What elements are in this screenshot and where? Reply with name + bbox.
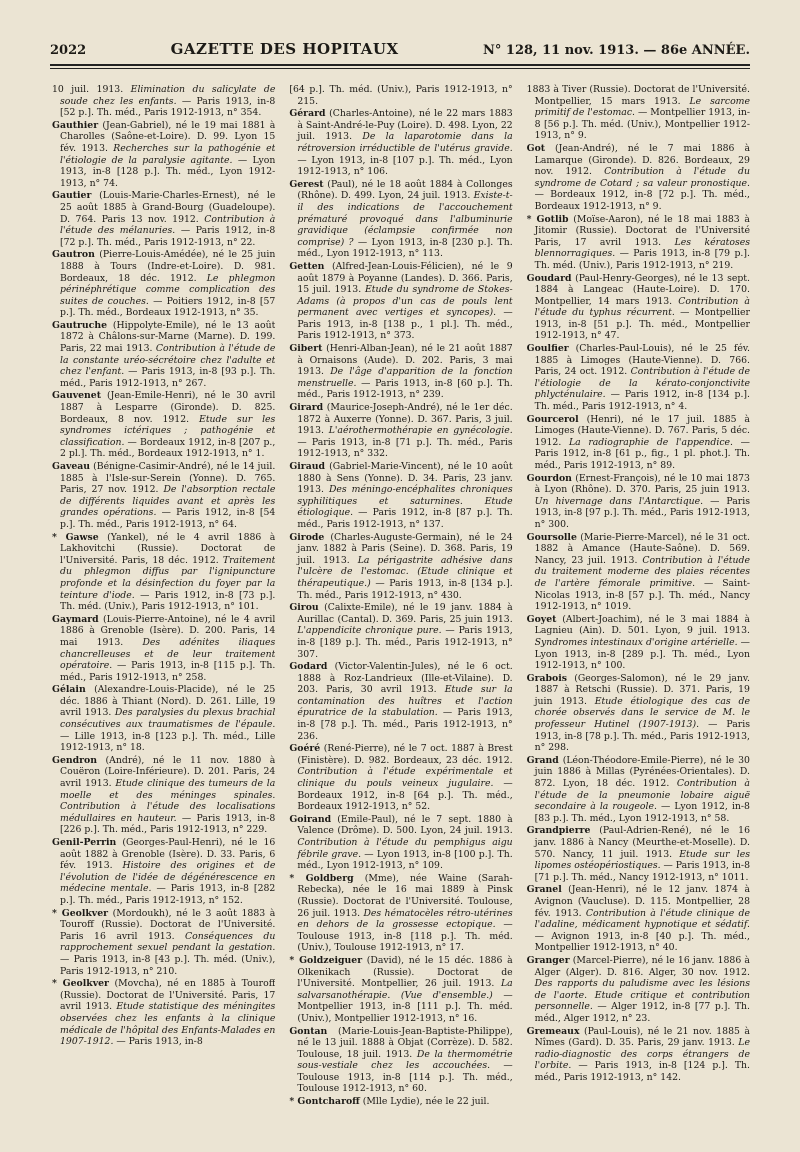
publication-info: — Paris 1913, in-8 [60 p.]. Th. méd., Paris 1912-1913, n° 239. bbox=[297, 377, 513, 401]
publication-info: — Paris 1913, in-8 [71 p.]. Th. méd., Nancy 1912-1913, n° 1011. bbox=[534, 860, 750, 883]
author-name: * Gontcharoff bbox=[289, 1096, 360, 1108]
thesis-title: La périgastrite adhésive dans l'ulcère de l'estomac. (Etude clinique et thérapeutique.) bbox=[297, 554, 513, 589]
thesis-entry bbox=[289, 602, 512, 660]
entry-details: (Louis-Pierre-Antoine), né le 4 avril 1886 à Grenoble (Isère). D. 200. Paris, 14 mai 1913. bbox=[60, 613, 276, 648]
publication-info: — Lyon 1913, in-8 [107 p.]. Th. méd., Lyon 1912-1913, n° 106. bbox=[297, 154, 513, 178]
entry-details: [64 p.]. Th. méd. (Univ.), Paris 1912-1913, n° 215. bbox=[289, 84, 513, 107]
publication-info: — Paris 1913, in-8 [43 p.]. Th. méd. (Univ.), Paris 1912-1913, n° 210. bbox=[60, 953, 276, 977]
thesis-title: La radiographie de l'appendice. bbox=[568, 436, 734, 448]
entry-details: (David), né le 15 déc. 1886 à Olkenikach (Russie). Doctorat de l'Université. Montpellier, 26 juil. 1913. bbox=[297, 954, 513, 990]
author-name: Gautier bbox=[52, 190, 92, 202]
thesis-title: Contribution à l'étude expérimentale et clinique du pouls veineux jugulaire. bbox=[297, 766, 513, 790]
publication-info: — Montpellier 1913, in-8 [56 p.]. Th. méd. (Univ.), Montpellier 1912-1913, n° 9. bbox=[534, 107, 750, 142]
thesis-title: Contribution à l'étude clinique de l'adaline, médicament hypnotique et sédatif. bbox=[534, 907, 750, 931]
entry-details: (Léon-Théodore-Emile-Pierre), né le 30 juin 1886 à Millas (Pyrénées-Orientales). D. 872. Lyon, 18 déc. 1912. bbox=[534, 754, 750, 790]
entry-details: (Jean-Emile-Henri), né le 30 avril 1887 à Lesparre (Gironde). D. 825. Bordeaux, 8 nov. 1912. bbox=[60, 390, 276, 425]
author-name: Gauvenet bbox=[52, 390, 102, 402]
thesis-title: Contribution à l'étude de la pneumonie lobaire aiguë secondaire à la rougeole. bbox=[534, 778, 750, 813]
publication-info: — Paris 1912, in-8 [73 p.]. Th. méd. (Univ.), Paris 1912-1913, n° 101. bbox=[60, 589, 276, 613]
publication-info: — Paris 1912, in-8 [54 p.]. Th. méd., Paris 1912-1913, n° 64. bbox=[60, 507, 276, 530]
author-name: Grand bbox=[526, 754, 559, 766]
thesis-title: L'appendicite chronique pure. bbox=[297, 625, 442, 637]
thesis-title: Etude statistique des méningites observées chez les enfants à la clinique médicale de l'hôpital des Enfants-Malades en 1907-1912. bbox=[60, 1001, 276, 1048]
author-name: Gontan bbox=[289, 1025, 328, 1037]
entry-details: (Paul-Henry-Georges), né le 13 sept. 1884 à Langeac (Haute-Loire). D. 170. Montpellier, 14 mars 1913. bbox=[534, 272, 750, 307]
entry-details: (Jean-Henri), né le 12 janv. 1874 à Avignon (Vaucluse). D. 115. Montpellier, 28 fév. 1913. bbox=[534, 884, 750, 919]
thesis-entry bbox=[527, 273, 750, 343]
thesis-entry bbox=[52, 908, 275, 978]
thesis-entry bbox=[289, 84, 512, 107]
thesis-entry bbox=[289, 955, 512, 1025]
publication-info: — Lyon 1913, in-8 [100 p.]. Th. méd., Lyon 1912-1913, n° 109. bbox=[297, 848, 513, 872]
thesis-entry bbox=[52, 190, 275, 248]
publication-info: — Montpellier 1913, in-8 [51 p.]. Th. méd., Montpellier 1912-1913, n° 47. bbox=[534, 307, 750, 342]
thesis-title: Des paralysies du plexus brachial consécutives aux traumatismes de l'épaule. bbox=[60, 707, 276, 731]
thesis-entry bbox=[52, 755, 275, 836]
publication-info: — Paris 1913, in-8 [93 p.]. Th. méd., Paris 1912-1913, n° 267. bbox=[60, 366, 276, 389]
publication-info: — Montpellier 1913, in-8 [111 p.]. Th. méd. (Univ.), Montpellier 1912-1913, n° 16. bbox=[297, 989, 513, 1024]
publication-info: — Avignon 1913, in-8 [40 p.]. Th. méd., Montpellier 1912-1913, n° 40. bbox=[534, 930, 750, 954]
running-header bbox=[50, 40, 750, 62]
author-name: Gauthier bbox=[52, 119, 99, 131]
publication-info: — Paris 1913, in-8 [124 p.]. Th. méd., Paris 1912-1913, n° 142. bbox=[534, 1060, 750, 1083]
thesis-title: Histoire des origines et de l'évolution de l'idée de dégénérescence en médecine mentale. bbox=[60, 860, 276, 895]
thesis-title: Contribution à l'étude de l'étiologie de la kérato-conjonctivite phlycténulaire. bbox=[534, 366, 750, 401]
author-name: * Gawse bbox=[52, 531, 99, 543]
thesis-entry bbox=[52, 249, 275, 319]
thesis-title: Contribution à l'étude du traitement moderne des plaies récentes de l'artère fémorale primitive. bbox=[534, 554, 750, 589]
thesis-entry bbox=[527, 532, 750, 613]
author-name: * Geolkver bbox=[52, 907, 109, 919]
thesis-title: Traitement du phlegmon diffus par l'ignipuncture profonde et la désinfection du foyer par la teinture d'iode. bbox=[60, 554, 276, 601]
thesis-title: Les kératoses blennorragiques. bbox=[534, 236, 750, 260]
entry-details: (Calixte-Emile), né le 19 janv. 1884 à Aurillac (Cantal). D. 369. Paris, 25 juin 1913. bbox=[297, 602, 513, 625]
thesis-entry bbox=[527, 755, 750, 825]
thesis-entry bbox=[527, 673, 750, 754]
publication-info: — Paris 1912, in-8 [61 p., fig., 1 pl. phot.]. Th. méd., Paris 1912-1913, n° 89. bbox=[534, 436, 750, 471]
publication-info: — Lyon 1912, in-8 [83 p.]. Th. méd., Lyon 1912-1913, n° 58. bbox=[534, 801, 750, 824]
thesis-entry bbox=[289, 661, 512, 742]
publication-info: — Paris 1913, in-8 [226 p.]. Th. méd., Paris 1912-1913, n° 229. bbox=[60, 812, 276, 836]
publication-info: — Toulouse 1913, in-8 [118 p.]. Th. méd. (Univ.), Toulouse 1912-1913, n° 17. bbox=[297, 919, 513, 954]
thesis-title: Le sarcome primitif de l'estomac. bbox=[534, 95, 750, 119]
thesis-title: Elimination du salicylate de soude chez les enfants. bbox=[60, 84, 276, 107]
thesis-entry bbox=[289, 108, 512, 178]
thesis-title: Des hématocèles rétro-utérines en dehors de la grossesse ectopique. bbox=[297, 907, 513, 931]
author-name: Got bbox=[526, 142, 546, 154]
entry-details: (Georges-Salomon), né le 29 janv. 1887 à Retschi (Russie). D. 371. Paris, 19 juin 1913. bbox=[534, 672, 750, 707]
thesis-entry bbox=[527, 473, 750, 531]
thesis-entry bbox=[527, 214, 750, 272]
thesis-entry bbox=[527, 884, 750, 954]
author-name: Gautron bbox=[52, 249, 95, 261]
entry-details: (Gabriel-Marie-Vincent), né le 10 août 1880 à Sens (Yonne). D. 34. Paris, 23 janv. 1913. bbox=[297, 461, 513, 496]
author-name: Goulfier bbox=[526, 343, 569, 355]
thesis-title: Des adénites iliaques chancrelleuses et de leur traitement opératoire. bbox=[60, 636, 276, 672]
publication-info: — Lyon 1913, in-8 [289 p.]. Th. méd., Lyon 1912-1913, n° 100. bbox=[534, 636, 750, 672]
thesis-title: Des méningo-encéphalites chroniques syphilitiques et saturnines. Etude étiologique. bbox=[297, 484, 513, 519]
entry-details: (Marcel-Pierre), né le 16 janv. 1886 à Alger (Alger). D. 816. Alger, 30 nov. 1912. bbox=[534, 954, 750, 978]
issue-info: N° 128, 11 nov. 1913. — 86e ANNÉE. bbox=[483, 43, 750, 58]
entry-details: (Paul), né le 18 août 1884 à Collonges (Rhône). D. 499. Lyon, 24 juil. 1913. bbox=[297, 178, 513, 202]
publication-info: — Paris 1913, in-8 [78 p.]. Th. méd., Paris 1912-1913, n° 298. bbox=[534, 719, 750, 754]
thesis-entry bbox=[52, 532, 275, 613]
thesis-entry bbox=[289, 402, 512, 460]
thesis-title: Contribution à l'étude du pemphigus aigu fébrile grave. bbox=[297, 837, 513, 860]
thesis-title: L'aérothermothérapie en gynécologie. bbox=[328, 425, 513, 437]
thesis-entry bbox=[52, 84, 275, 119]
author-name: Girode bbox=[289, 531, 325, 543]
author-name: Gourdon bbox=[526, 472, 572, 484]
entry-details: (Bénigne-Casimir-André), né le 14 juil. 1885 à l'Isle-sur-Serein (Yonne). D. 765. Paris, 27 nov. 1912. bbox=[60, 461, 276, 496]
thesis-title: Contribution à l'étude des mélanuries. bbox=[60, 213, 276, 237]
author-name: Goyet bbox=[526, 613, 557, 625]
thesis-title: De l'absorption rectale de différents liquides avant et après les grandes opérations. bbox=[60, 484, 276, 519]
publication-info: — Lyon 1913, in-8 [230 p.]. Th. méd., Lyon 1912-1913, n° 113. bbox=[297, 236, 513, 260]
journal-title: GAZETTE DES HOPITAUX bbox=[170, 40, 399, 58]
publication-info: — Paris 1913, in-8 [71 p.]. Th. méd., Paris 1912-1913, n° 332. bbox=[297, 436, 513, 460]
entry-details: (Alfred-Jean-Louis-Félicien), né le 9 août 1879 à Poyanne (Landes). D. 366. Paris, 15 juil. 1913. bbox=[297, 260, 513, 296]
thesis-title: Syndromes intestinaux d'origine artérielle. bbox=[534, 636, 738, 648]
text-column-3 bbox=[527, 84, 750, 1124]
author-name: * Goldberg bbox=[289, 872, 354, 884]
author-name: Grabois bbox=[526, 672, 567, 684]
thesis-entry bbox=[52, 837, 275, 907]
thesis-entry bbox=[52, 614, 275, 684]
publication-info: — Paris 1913, in-8 [189 p.]. Th. méd., Paris 1912-1913, n° 307. bbox=[297, 625, 513, 660]
author-name: Gautruche bbox=[52, 319, 108, 331]
thesis-entry bbox=[289, 873, 512, 954]
publication-info: — Paris 1913, in-8 [282 p.]. Th. méd., Paris 1912-1913, n° 152. bbox=[60, 883, 276, 906]
publication-info: — Bordeaux 1912, in-8 [64 p.]. Th. méd., Bordeaux 1912-1913, n° 52. bbox=[297, 778, 513, 813]
entry-details: (Maurice-Joseph-André), né le 1er déc. 1872 à Auxerre (Yonne). D. 367. Paris, 3 juil. 1913. bbox=[297, 402, 513, 437]
entry-details: (Marie-Pierre-Marcel), né le 31 oct. 1882 à Amance (Haute-Saône). D. 569. Nancy, 23 juil. 1913. bbox=[534, 531, 750, 566]
thesis-entry bbox=[527, 1026, 750, 1084]
thesis-entry bbox=[289, 261, 512, 342]
entry-details: (Jean-André), né le 7 mai 1886 à Lamarque (Gironde). D. 826. Bordeaux, 29 nov. 1912. bbox=[534, 142, 750, 178]
publication-info: — Paris 1913, in-8 [52 p.]. Th. méd., Paris 1912-1913, n° 354. bbox=[60, 95, 276, 119]
thesis-title: De la thermométrie sous-vestiale chez les accouchées. bbox=[297, 1048, 513, 1072]
entry-details: 10 juil. 1913. bbox=[52, 84, 131, 95]
thesis-title: Etude sur la contamination des huîtres et l'action épuratrice de la stabulation. bbox=[297, 684, 513, 719]
thesis-title: De l'âge d'apparition de la fonction menstruelle. bbox=[297, 366, 513, 389]
entry-details: (André), né le 11 nov. 1880 à Couëron (Loire-Inférieure). D. 201. Paris, 24 avril 1913. bbox=[60, 754, 276, 790]
author-name: Girard bbox=[289, 402, 324, 414]
text-column-1 bbox=[52, 84, 275, 1124]
author-name: Goudard bbox=[526, 272, 572, 284]
thesis-title: Recherches sur la pathogénie et l'étiologie de la paralysie agitante. bbox=[60, 142, 276, 166]
thesis-title: Contribution à l'étude de la constante uréo-sécrétoire chez l'adulte et chez l'enfant. bbox=[60, 343, 276, 378]
publication-info: — Lyon 1913, in-8 [128 p.]. Th. méd., Lyon 1912-1913, n° 74. bbox=[60, 154, 276, 189]
entry-details: (Charles-Paul-Louis), né le 25 fév. 1885 à Limoges (Haute-Vienne). D. 766. Paris, 24 oct. 1912. bbox=[534, 343, 750, 378]
entry-details: 1883 à Tiver (Russie). Doctorat de l'Université. Montpellier, 15 mars 1913. bbox=[526, 84, 750, 107]
entry-details: (Mordoukh), né le 3 août 1883 à Touroff (Russie). Doctorat de l'Université. Paris 16 avril 1913. bbox=[60, 907, 276, 942]
thesis-entry bbox=[289, 179, 512, 260]
thesis-title: Etude sur les lipomes ostéopériostiques. bbox=[534, 848, 750, 872]
publication-info: — Paris 1912, in-8 [87 p.]. Th. méd., Paris 1912-1913, n° 137. bbox=[297, 507, 513, 530]
entry-details: (Jean-Gabriel), né le 19 mai 1881 à Charolles (Saône-et-Loire). D. 99. Lyon 15 fév. 1913. bbox=[60, 119, 276, 154]
thesis-entry bbox=[289, 461, 512, 531]
thesis-entry bbox=[52, 684, 275, 754]
thesis-listing bbox=[52, 84, 750, 1124]
author-name: Godard bbox=[289, 661, 328, 673]
entry-details: (Louis-Marie-Charles-Ernest), né le 25 août 1885 à Grand-Bourg (Guadeloupe). D. 764. Paris 13 nov. 1912. bbox=[60, 190, 276, 225]
header-rule-thin bbox=[50, 68, 750, 69]
author-name: Giraud bbox=[289, 461, 325, 472]
publication-info: — Lille 1913, in-8 [123 p.]. Th. méd., Lille 1912-1913, n° 18. bbox=[60, 730, 276, 754]
thesis-entry bbox=[289, 1026, 512, 1096]
thesis-title: Etude du syndrome de Stokes-Adams (à propos d'un cas de pouls lent permanent avec vertiges et syncopes). bbox=[297, 284, 513, 319]
entry-details: (René-Pierre), né le 7 oct. 1887 à Brest (Finistère). D. 982. Bordeaux, 23 déc. 1912. bbox=[297, 743, 513, 766]
entry-details: (Mme), née Waine (Sarah-Rebecka), née le 16 mai 1889 à Pinsk (Russie). Doctorat de l'Université. Toulouse, 26 juil. 1913. bbox=[297, 872, 513, 919]
author-name: Gremeaux bbox=[526, 1025, 580, 1037]
entry-details: (Emile-Paul), né le 7 sept. 1880 à Valence (Drôme). D. 500. Lyon, 24 juil. 1913. bbox=[297, 813, 513, 837]
thesis-entry bbox=[52, 320, 275, 390]
thesis-entry bbox=[527, 825, 750, 883]
thesis-entry bbox=[289, 343, 512, 401]
thesis-title: Le phlegmon périnéphrétique comme complication des suites de couches. bbox=[60, 272, 276, 307]
publication-info: — Toulouse 1913, in-8 [114 p.]. Th. méd., Toulouse 1912-1913, n° 60. bbox=[297, 1060, 513, 1095]
author-name: * Geolkver bbox=[52, 978, 109, 990]
thesis-title: Contribution à l'étude du syndrome de Cotard ; sa valeur pronostique. bbox=[534, 166, 750, 189]
publication-info: — Alger 1912, in-8 [77 p.]. Th. méd., Alger 1912, n° 23. bbox=[534, 1001, 750, 1024]
author-name: * Gotlib bbox=[526, 213, 569, 225]
thesis-title: Contribution à l'étude du typhus récurrent. bbox=[534, 295, 750, 319]
author-name: Goirand bbox=[289, 813, 332, 825]
author-name: * Goldzeiguer bbox=[289, 954, 363, 966]
publication-info: — Bordeaux 1912, in-8 [207 p., 2 pl.]. Th. méd., Bordeaux 1912-1913, n° 1. bbox=[60, 436, 276, 460]
entry-details: (Henri-Alban-Jean), né le 21 août 1887 à Ornaisons (Aude). D. 202. Paris, 3 mai 1913. bbox=[297, 343, 513, 378]
author-name: Gourcerol bbox=[526, 413, 579, 425]
entry-details: (Henri), né le 17 juil. 1885 à Limoges (Haute-Vienne). D. 767. Paris, 5 déc. 1912. bbox=[534, 413, 750, 448]
thesis-entry bbox=[289, 814, 512, 872]
entry-details: (Mlle Lydie), née le 22 juil. bbox=[359, 1096, 490, 1108]
entry-details: (Georges-Paul-Henri), né le 16 août 1882 à Grenoble (Isère). D. 33. Paris, 6 fév. 1913. bbox=[60, 837, 276, 872]
author-name: Gendron bbox=[52, 754, 97, 766]
publication-info: — Paris 1913, in-8 [134 p.]. Th. méd., Paris 1912-1913, n° 430. bbox=[297, 577, 513, 601]
thesis-entry bbox=[289, 1096, 512, 1108]
author-name: Granel bbox=[526, 884, 562, 896]
thesis-entry bbox=[52, 390, 275, 460]
author-name: Girou bbox=[289, 602, 319, 614]
entry-details: (Moïse-Aaron), né le 18 mai 1883 à Jitomir (Russie). Doctorat de l'Université Paris, 17 avril 1913. bbox=[534, 213, 750, 248]
page-number: 2022 bbox=[50, 43, 87, 58]
entry-details: (Alexandre-Louis-Placide), né le 25 déc. 1886 à Thiant (Nord). D. 261. Lille, 19 avril 1913. bbox=[60, 684, 276, 719]
author-name: Gibert bbox=[289, 343, 323, 355]
thesis-entry bbox=[527, 414, 750, 472]
thesis-title: La salvarsanothérapie. (Vue d'ensemble.) bbox=[297, 978, 513, 1001]
author-name: Goursolle bbox=[526, 531, 577, 543]
thesis-title: Le radio-diagnostic des corps étrangers de l'orbite. bbox=[534, 1037, 750, 1072]
publication-info: — Paris 1912, in-8 [72 p.]. Th. méd., Paris 1912-1913, n° 22. bbox=[60, 225, 276, 248]
entry-details: (Ernest-François), né le 10 mai 1873 à Lyon (Rhône). D. 370. Paris, 25 juin 1913. bbox=[534, 472, 750, 496]
thesis-title: Conséquences du rapprochement sexuel pendant la gestation. bbox=[60, 930, 276, 954]
header-rule-thick bbox=[50, 64, 750, 66]
entry-details: (Yankel), né le 4 avril 1886 à Lakhovitchi (Russie). Doctorat de l'Université. Paris, 18 déc. 1912. bbox=[60, 531, 276, 566]
publication-info: — Paris 1913, in-8 [79 p.]. Th. méd. (Univ.), Paris 1912-1913, n° 219. bbox=[534, 248, 750, 271]
publication-info: — Saint-Nicolas 1913, in-8 [57 p.]. Th. méd., Nancy 1912-1913, n° 1019. bbox=[534, 577, 750, 613]
thesis-entry bbox=[527, 143, 750, 213]
author-name: Gaymard bbox=[52, 613, 99, 625]
author-name: Goéré bbox=[289, 743, 321, 755]
entry-details: (Albert-Joachim), né le 3 mai 1884 à Lagnieu (Ain). D. 501. Lyon, 9 juil. 1913. bbox=[534, 613, 750, 637]
author-name: Gaveau bbox=[52, 461, 91, 472]
thesis-entry bbox=[527, 343, 750, 413]
author-name: Gérard bbox=[289, 108, 326, 120]
thesis-entry bbox=[289, 532, 512, 602]
thesis-title: Etude étiologique des cas de chorée observés dans le service de M. le professeur Hutinel (1907-1913). bbox=[534, 695, 750, 731]
thesis-entry bbox=[52, 120, 275, 190]
text-column-2 bbox=[289, 84, 512, 1124]
publication-info: — Bordeaux 1912, in-8 [72 p.]. Th. méd., Bordeaux 1912-1913, n° 9. bbox=[534, 189, 750, 212]
entry-details: (Paul-Adrien-René), né le 16 janv. 1886 à Nancy (Meurthe-et-Moselle). D. 570. Nancy, 11 juil. 1913. bbox=[534, 825, 750, 860]
author-name: Grandpierre bbox=[526, 825, 591, 837]
thesis-title: Etude sur les syndromes ictériques ; pathogénie et classification. bbox=[60, 413, 276, 448]
entry-details: (Charles-Antoine), né le 22 mars 1883 à Saint-André-le-Puy (Loire). D. 498. Lyon, 22 juil. 1913. bbox=[297, 108, 513, 143]
thesis-title: Des rapports du paludisme avec les lésions de l'aorte. Etude critique et contribution personnelle. bbox=[534, 978, 750, 1013]
publication-info: — Paris 1913, in-8 [115 p.]. Th. méd., Paris 1912-1913, n° 258. bbox=[60, 660, 276, 683]
author-name: Gélain bbox=[52, 684, 86, 696]
thesis-entry bbox=[52, 978, 275, 1048]
entry-details: (Pierre-Louis-Amédée), né le 25 juin 1888 à Tours (Indre-et-Loire). D. 981. Bordeaux, 18 déc. 1912. bbox=[60, 249, 276, 284]
publication-info: — Paris 1913, in-8 [78 p.]. Th. méd., Paris 1912-1913, n° 236. bbox=[297, 707, 513, 742]
thesis-entry bbox=[289, 743, 512, 813]
thesis-title: Existe-t-il des indications de l'accouchement prématuré provoqué dans l'albuminurie gravidique (éclampsie confirmée non comprise) ? bbox=[297, 190, 513, 248]
author-name: Granger bbox=[526, 954, 570, 966]
entry-details: (Paul-Louis), né le 21 nov. 1885 à Nîmes (Gard). D. 35. Paris, 29 janv. 1913. bbox=[534, 1025, 750, 1049]
entry-details: (Hippolyte-Emile), né le 13 août 1872 à Châlons-sur-Marne (Marne). D. 199. Paris, 22 mai 1913. bbox=[60, 319, 276, 355]
entry-details: (Victor-Valentin-Jules), né le 6 oct. 1888 à Roz-Landrieux (Ille-et-Vilaine). D. 203. Paris, 30 avril 1913. bbox=[297, 661, 513, 696]
author-name: Gerest bbox=[289, 178, 324, 190]
thesis-title: Un hivernage dans l'Antarctique. bbox=[534, 495, 704, 507]
publication-info: — Paris 1913, in-8 bbox=[113, 1036, 203, 1048]
publication-info: — Paris 1913, in-8 [97 p.]. Th. méd., Paris 1912-1913, n° 300. bbox=[534, 495, 750, 530]
entry-details: (Marie-Louis-Jean-Baptiste-Philippe), né le 13 juil. 1888 à Objat (Corrèze). D. 582. Toulouse, 18 juil. 1913. bbox=[297, 1025, 513, 1060]
author-name: Genil-Perrin bbox=[52, 837, 117, 848]
thesis-entry bbox=[527, 955, 750, 1025]
thesis-entry bbox=[52, 461, 275, 531]
author-name: Getten bbox=[289, 260, 325, 272]
publication-info: — Poitiers 1912, in-8 [57 p.]. Th. méd., Bordeaux 1912-1913, n° 35. bbox=[60, 295, 276, 319]
thesis-title: Etude clinique des tumeurs de la moelle et des méninges spinales. Contribution à l'étude des localisations médullaires en hauteur. bbox=[60, 778, 276, 824]
thesis-entry bbox=[527, 84, 750, 142]
publication-info: — Paris 1913, in-8 [138 p., 1 pl.]. Th. méd., Paris 1912-1913, n° 373. bbox=[297, 307, 513, 342]
thesis-title: De la laparotomie dans la rétroversion irréductible de l'utérus gravide. bbox=[297, 131, 513, 154]
entry-details: (Charles-Auguste-Germain), né le 24 janv. 1882 à Paris (Seine). D. 368. Paris, 19 juil. 1913. bbox=[297, 531, 513, 566]
publication-info: — Paris 1912, in-8 [134 p.]. Th. méd., Paris 1912-1913, n° 4. bbox=[534, 389, 750, 413]
entry-details: (Movcha), né en 1885 à Touroff (Russie). Doctorat de l'Université. Paris, 17 avril 1913. bbox=[60, 978, 276, 1013]
thesis-entry bbox=[527, 614, 750, 672]
